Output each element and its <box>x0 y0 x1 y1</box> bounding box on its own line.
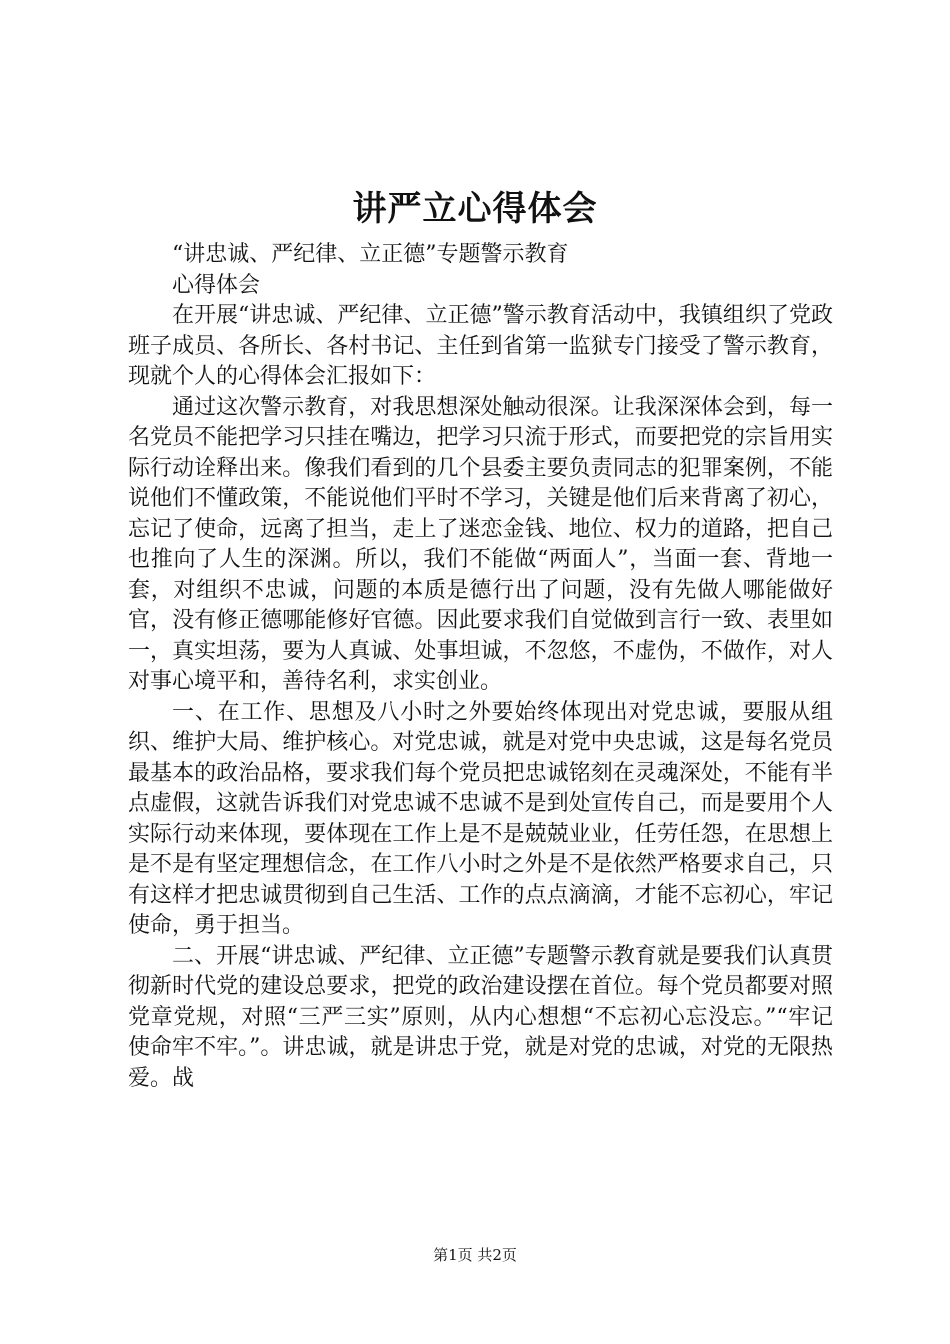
page-footer: 第1页 共2页 <box>433 1246 517 1264</box>
document-title: 讲严立心得体会 <box>352 189 598 229</box>
paragraph-point-one: 一、在工作、思想及八小时之外要始终体现出对党忠诚，要服从组织、维护大局、维护核心。对党忠诚，就是对党中央忠诚，这是每名党员最基本的政治品格，要求我们每个党员把忠诚铭刻在灵魂深处，不能有半点虚假，这就告诉我们对党忠诚不忠诚不是到处宣传自己，而是要用个人实际行动来体现，要体现在工作上是不是兢兢业业，任劳任怨，在思想上是不是有坚定理想信念，在工作八小时之外是不是依然严格要求自己，只有这样才把忠诚贯彻到自己生活、工作的点点滴滴，才能不忘初心，牢记使命，勇于担当。 <box>128 699 833 938</box>
paragraph-intro: 在开展“讲忠诚、严纪律、立正德”警示教育活动中，我镇组织了党政班子成员、各所长、各村书记、主任到省第一监狱专门接受了警示教育，现就个人的心得体会汇报如下： <box>128 303 833 389</box>
paragraph-subtitle-line-2: 心得体会 <box>172 272 261 298</box>
paragraph-reflection: 通过这次警示教育，对我思想深处触动很深。让我深深体会到，每一名党员不能把学习只挂在嘴边，把学习只流于形式，而要把党的宗旨用实际行动诠释出来。像我们看到的几个县委主要负责同志的犯罪案例，不能说他们不懂政策，不能说他们平时不学习，关键是他们后来背离了初心，忘记了使命，远离了担当，走上了迷恋金钱、地位、权力的道路，把自己也推向了人生的深渊。所以，我们不能做“两面人”，当面一套、背地一套，对组织不忠诚，问题的本质是德行出了问题，没有先做人哪能做好官，没有修正德哪能修好官德。因此要求我们自觉做到言行一致、表里如一，真实坦荡，要为人真诚、处事坦诚，不忽悠，不虚伪，不做作，对人对事心境平和，善待名利，求实创业。 <box>128 394 833 694</box>
document-body <box>128 240 833 1094</box>
paragraph-subtitle-line-1: “讲忠诚、严纪律、立正德”专题警示教育 <box>172 242 569 267</box>
paragraph-point-two: 二、开展“讲忠诚、严纪律、立正德”专题警示教育就是要我们认真贯彻新时代党的建设总要求，把党的政治建设摆在首位。每个党员都要对照党章党规，对照“三严三实”原则，从内心想想“不忘初心忘没忘。”“牢记使命牢不牢。”。讲忠诚，就是讲忠于党，就是对党的忠诚，对党的无限热爱。战 <box>128 943 833 1091</box>
